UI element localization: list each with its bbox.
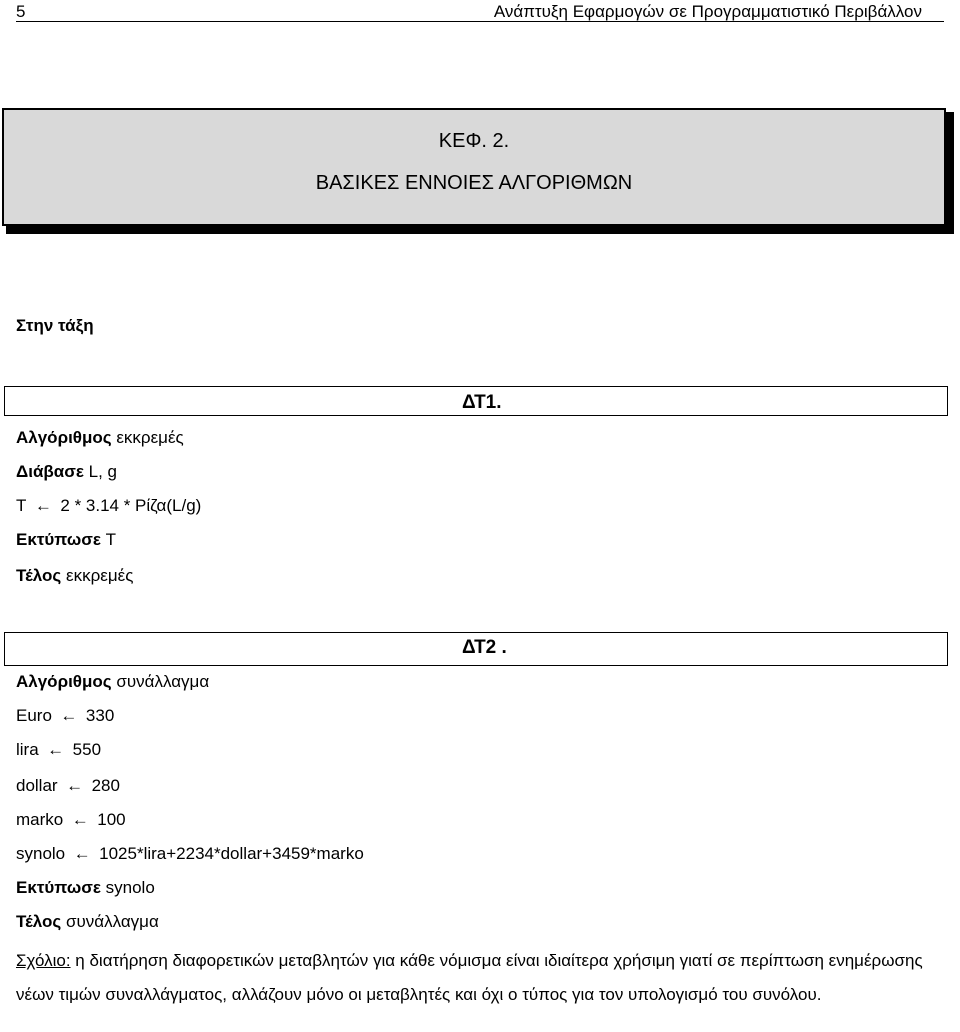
code-text: συνάλλαγμα [61, 912, 159, 931]
left-arrow-icon: ← [73, 844, 91, 863]
page-number: 5 [16, 2, 26, 21]
section-title: Στην τάξη [16, 316, 94, 335]
code-text: T [100, 530, 117, 549]
left-arrow-icon: ← [47, 740, 65, 759]
code-text: εκκρεμές [61, 566, 134, 585]
header-rule [16, 21, 944, 22]
keyword: Εκτύπωσε [16, 878, 101, 897]
chapter-number: ΚΕΦ. 2. [438, 130, 510, 152]
expression: 100 [97, 810, 126, 829]
chapter-box [2, 108, 946, 226]
ex2-line-euro [16, 706, 114, 726]
variable: marko [16, 810, 64, 829]
keyword: Τέλος [16, 912, 62, 931]
comment-label: Σχόλιο: [16, 951, 71, 970]
keyword: Εκτύπωσε [16, 530, 101, 549]
variable: T [16, 496, 27, 515]
keyword: Αλγόριθμος [16, 428, 112, 447]
ex2-line-algorithm [16, 672, 209, 692]
left-arrow-icon: ← [71, 810, 89, 829]
expression: 280 [91, 776, 120, 795]
keyword: Τέλος [16, 566, 62, 585]
comment-paragraph [16, 944, 950, 1012]
variable: Euro [16, 706, 52, 725]
comment-text: η διατήρηση διαφορετικών μεταβλητών για κάθε νόμισμα είναι ιδιαίτερα χρήσιμη γιατί σε περίπτωση ενημέρωσης νέων τιμών συναλλάγματος, αλλάζουν μόνο οι μεταβλητές και όχι ο τύπος για τον υπολογισμό του συνόλου. [16, 951, 923, 1004]
left-arrow-icon: ← [66, 776, 84, 795]
ex2-line-marko [16, 810, 126, 830]
ex1-line-algorithm [16, 428, 184, 448]
keyword: Διάβασε [16, 462, 84, 481]
ex1-line-print [16, 530, 116, 550]
expression: 1025*lira+2234*dollar+3459*marko [99, 844, 364, 863]
ex2-line-lira [16, 740, 101, 760]
exercise-2-label: ΔΤ2 . [462, 637, 507, 658]
ex1-line-end [16, 566, 133, 586]
ex1-line-read [16, 462, 117, 482]
code-text: εκκρεμές [111, 428, 184, 447]
code-text: συνάλλαγμα [111, 672, 210, 691]
chapter-title: ΒΑΣΙΚΕΣ ΕΝΝΟΙΕΣ ΑΛΓΟΡΙΘΜΩΝ [315, 172, 633, 194]
ex2-line-end [16, 912, 159, 932]
expression: 330 [85, 706, 115, 725]
ex1-line-assign [16, 496, 201, 516]
expression: 2 * 3.14 * Ρίζα(L/g) [60, 496, 202, 515]
code-text: L, g [83, 462, 118, 481]
keyword: Αλγόριθμος [16, 672, 112, 691]
left-arrow-icon: ← [34, 496, 52, 515]
variable: synolo [16, 844, 66, 863]
code-text: synolo [100, 878, 155, 897]
running-header-title: Ανάπτυξη Εφαρμογών σε Προγραμματιστικό Περιβάλλον [493, 2, 922, 21]
exercise-1-label: ΔΤ1. [462, 392, 502, 413]
left-arrow-icon: ← [60, 706, 78, 725]
ex2-line-dollar [16, 776, 120, 796]
variable: dollar [16, 776, 58, 795]
variable: lira [16, 740, 39, 759]
ex2-line-print [16, 878, 155, 898]
expression: 550 [72, 740, 102, 759]
ex2-line-synolo [16, 844, 364, 864]
